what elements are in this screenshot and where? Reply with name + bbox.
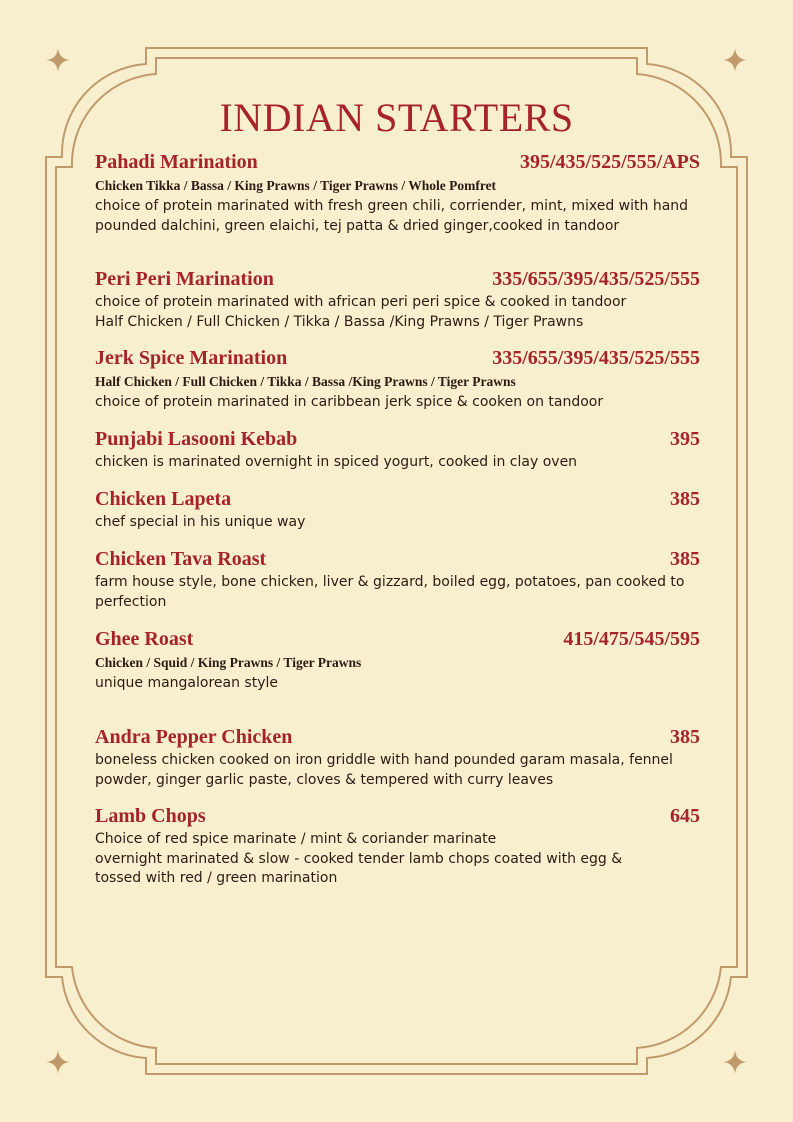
item-name: Ghee Roast: [95, 628, 194, 650]
sparkle-icon: [46, 1050, 70, 1074]
menu-item: [95, 804, 700, 889]
item-description: boneless chicken cooked on iron griddle with hand pounded garam masala, fennel powder, ginger garlic paste, cloves & tempered with curry leaves: [95, 752, 673, 788]
menu-item: [95, 627, 700, 694]
item-name: Punjabi Lasooni Kebab: [95, 428, 298, 450]
sparkle-icon: [723, 48, 747, 72]
item-price: 385: [670, 488, 700, 510]
item-description: choice of protein marinated with african peri peri spice & cooked in tandoor Half Chicken / Full Chicken / Tikka / Bassa /King Prawns / Tiger Prawns: [95, 294, 627, 330]
page-title: INDIAN STARTERS: [219, 95, 574, 140]
item-price: 335/655/395/435/525/555: [492, 268, 700, 290]
item-description: choice of protein marinated in caribbean jerk spice & cooken on tandoor: [95, 394, 604, 410]
item-name: Lamb Chops: [95, 805, 206, 827]
item-options: Chicken / Squid / King Prawns / Tiger Prawns: [95, 655, 362, 670]
item-description: unique mangalorean style: [95, 675, 279, 691]
item-name: Pahadi Marination: [95, 151, 258, 173]
item-options: Chicken Tikka / Bassa / King Prawns / Tiger Prawns / Whole Pomfret: [95, 178, 497, 193]
menu-item: [95, 427, 700, 473]
menu-item: [95, 346, 700, 413]
item-name: Peri Peri Marination: [95, 268, 274, 290]
menu-item: [95, 725, 700, 790]
sparkle-icon: [46, 48, 70, 72]
sparkle-icon: [723, 1050, 747, 1074]
item-price: 395/435/525/555/APS: [519, 151, 700, 173]
item-description: Choice of red spice marinate / mint & coriander marinate overnight marinated & slow - cooked tender lamb chops coated with egg & tossed with red / green marination: [95, 831, 623, 886]
item-options: Half Chicken / Full Chicken / Tikka / Bassa /King Prawns / Tiger Prawns: [95, 374, 516, 389]
item-description: chicken is marinated overnight in spiced yogurt, cooked in clay oven: [95, 454, 578, 470]
item-description: farm house style, bone chicken, liver & gizzard, boiled egg, potatoes, pan cooked to perfection: [95, 574, 685, 610]
item-description: choice of protein marinated with fresh green chili, corriender, mint, mixed with hand pounded dalchini, green elaichi, tej patta & dried ginger,cooked in tandoor: [95, 198, 689, 234]
menu-item: [95, 150, 700, 236]
item-name: Andra Pepper Chicken: [95, 726, 293, 748]
item-price: 645: [670, 805, 700, 827]
item-price: 335/655/395/435/525/555: [492, 347, 700, 369]
item-price: 385: [670, 726, 700, 748]
item-price: 395: [670, 428, 700, 450]
item-name: Chicken Tava Roast: [95, 548, 267, 570]
item-description: chef special in his unique way: [95, 514, 306, 530]
item-name: Jerk Spice Marination: [95, 347, 288, 369]
menu-item: [95, 487, 700, 533]
item-price: 385: [670, 548, 700, 570]
menu-item: [95, 267, 700, 332]
item-price: 415/475/545/595: [563, 628, 700, 650]
menu-item: [95, 547, 700, 612]
item-name: Chicken Lapeta: [95, 488, 232, 510]
